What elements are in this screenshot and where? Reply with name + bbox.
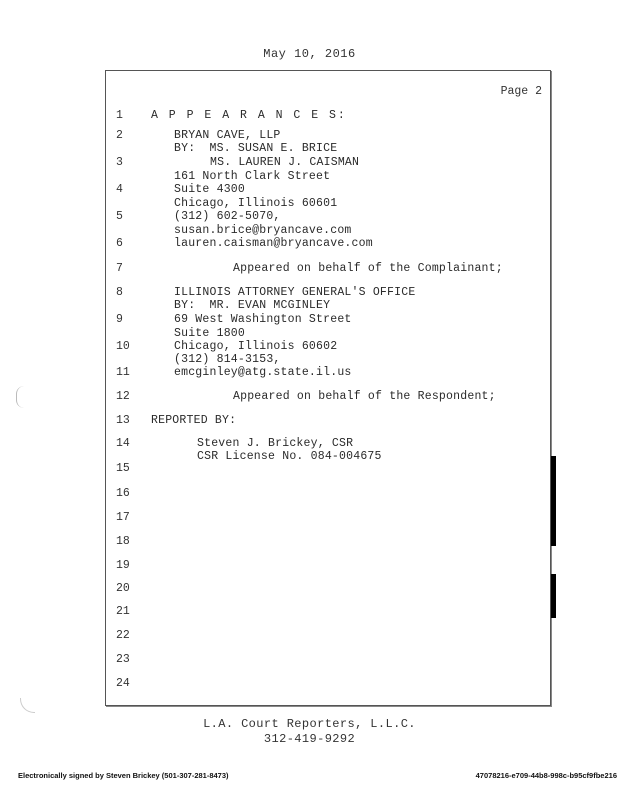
respondent-street: 69 West Washington Street [174, 313, 352, 326]
margin-black-bar [551, 574, 556, 618]
complainant-street: 161 North Clark Street [174, 170, 331, 183]
line-number: 16 [116, 487, 130, 500]
transcript-page [105, 70, 551, 706]
respondent-suite: Suite 1800 [174, 327, 246, 340]
page-number: Page 2 [500, 85, 542, 98]
complainant-firm: BRYAN CAVE, LLP [174, 129, 281, 142]
line-number: 4 [116, 183, 123, 196]
complainant-suite: Suite 4300 [174, 183, 246, 196]
margin-black-bar [551, 456, 556, 546]
line-number: 3 [116, 156, 123, 169]
reporter-license: CSR License No. 084-004675 [197, 450, 382, 463]
line-number-column [106, 71, 146, 705]
complainant-email-2: lauren.caisman@bryancave.com [174, 237, 373, 250]
complainant-second-attorney: MS. LAUREN J. CAISMAN [210, 156, 360, 169]
complainant-phone: (312) 602-5070, [174, 210, 281, 223]
respondent-office: ILLINOIS ATTORNEY GENERAL'S OFFICE [174, 286, 416, 299]
line-number: 8 [116, 286, 123, 299]
line-number: 14 [116, 437, 130, 450]
document-hash: 47078216-e709-44b8-998c-b95cf9fbe216 [475, 771, 617, 780]
scan-artifact [20, 698, 35, 713]
line-number: 2 [116, 129, 123, 142]
respondent-city: Chicago, Illinois 60602 [174, 340, 338, 353]
line-number: 7 [116, 262, 123, 275]
line-number: 9 [116, 313, 123, 326]
line-number: 24 [116, 677, 130, 690]
line-number: 12 [116, 390, 130, 403]
reported-by-heading: REPORTED BY: [151, 414, 237, 427]
respondent-by-line: BY: MR. EVAN MCGINLEY [174, 299, 331, 312]
line-number: 20 [116, 582, 130, 595]
line-number: 21 [116, 605, 130, 618]
header-date: May 10, 2016 [263, 47, 356, 61]
complainant-city: Chicago, Illinois 60601 [174, 197, 338, 210]
scan-artifact [16, 386, 25, 408]
line-number: 23 [116, 653, 130, 666]
complainant-appearance-note: Appeared on behalf of the Complainant; [233, 262, 503, 275]
line-number: 18 [116, 535, 130, 548]
line-number: 15 [116, 462, 130, 475]
respondent-phone: (312) 814-3153, [174, 353, 281, 366]
line-number: 6 [116, 237, 123, 250]
footer-company: L.A. Court Reporters, L.L.C. [203, 717, 416, 731]
line-number: 17 [116, 511, 130, 524]
appearances-heading: A P P E A R A N C E S: [151, 109, 347, 122]
line-number: 1 [116, 109, 123, 122]
reporter-name: Steven J. Brickey, CSR [197, 437, 354, 450]
line-number: 19 [116, 559, 130, 572]
respondent-email: emcginley@atg.state.il.us [174, 366, 352, 379]
line-number: 11 [116, 366, 130, 379]
line-number: 13 [116, 414, 130, 427]
complainant-by-line: BY: MS. SUSAN E. BRICE [174, 142, 338, 155]
line-number: 5 [116, 210, 123, 223]
complainant-email-1: susan.brice@bryancave.com [174, 224, 352, 237]
respondent-appearance-note: Appeared on behalf of the Respondent; [233, 390, 496, 403]
footer-phone: 312-419-9292 [263, 732, 356, 746]
line-number: 22 [116, 629, 130, 642]
electronic-signature-note: Electronically signed by Steven Brickey (501-307-281-8473) [18, 771, 229, 780]
line-number: 10 [116, 340, 130, 353]
